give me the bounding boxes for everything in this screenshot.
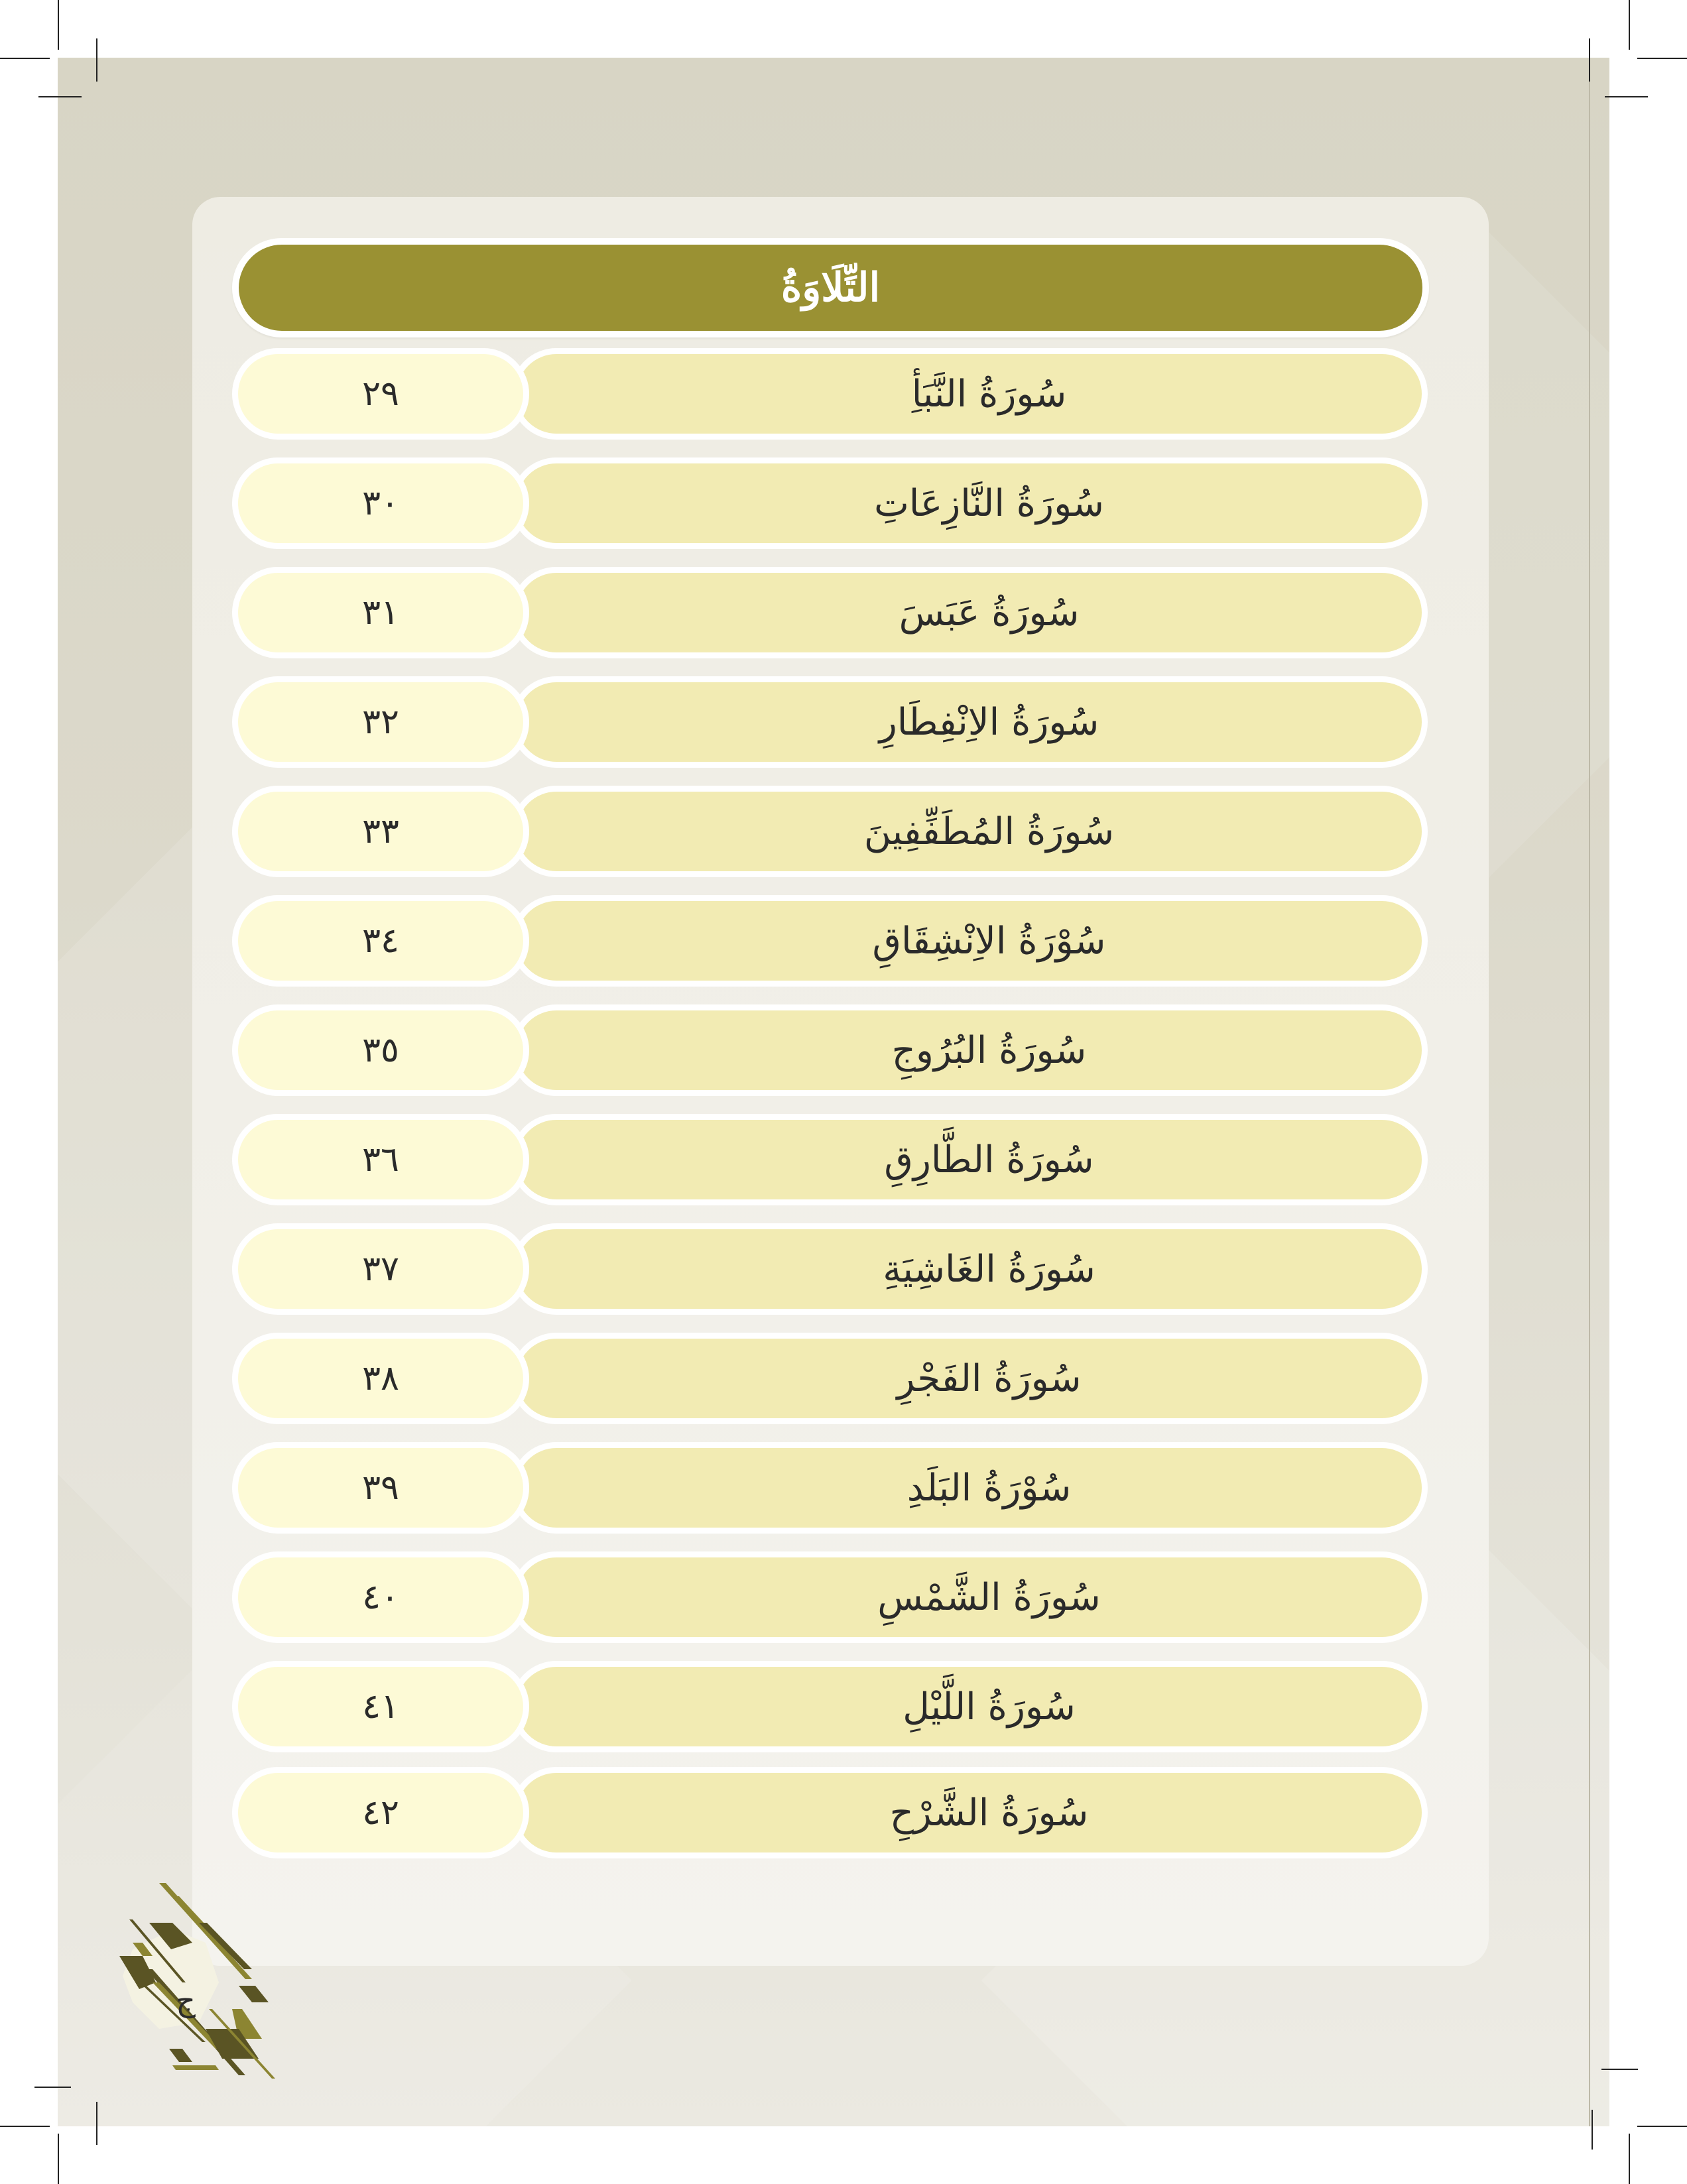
toc-row[interactable] [232,457,1429,549]
page-number-cell [232,895,529,987]
page-number: ٤٢ [362,1793,399,1833]
crop-mark [1601,2069,1638,2070]
crop-mark [1589,38,1590,82]
surah-name: سُورَةُ الاِنْفِطَارِ [879,700,1099,744]
surah-name-cell [511,1767,1428,1858]
surah-name: سُورَةُ اللَّيْلِ [903,1685,1076,1729]
section-title: التِّلَاوَةُ [781,265,881,311]
page-number: ٢٩ [362,374,399,414]
toc-row[interactable] [232,567,1429,658]
surah-name: سُوْرَةُ البَلَدِ [906,1466,1072,1510]
surah-name: سُورَةُ المُطَفِّفِينَ [863,810,1115,853]
page-number-cell [232,1114,529,1205]
crop-mark [34,2087,71,2088]
surah-name-cell [511,1333,1428,1424]
crop-mark [1637,2126,1687,2127]
page-number: ٤٠ [362,1577,399,1617]
page-number: ٣٤ [362,921,399,961]
crop-mark [58,0,59,50]
surah-name-cell [511,895,1428,987]
surah-name: سُورَةُ البُرُوجِ [891,1028,1087,1072]
surah-name-cell [511,1223,1428,1315]
page-number-cell [232,1442,529,1534]
page-number-cell [232,1004,529,1096]
page-number: ٤١ [362,1687,399,1727]
page-number-cell [232,1551,529,1643]
crop-mark [1592,2110,1593,2150]
page-number: ٣٦ [362,1140,399,1180]
toc-row[interactable] [232,1223,1429,1315]
toc-row[interactable] [232,1442,1429,1534]
surah-name: سُورَةُ عَبَسَ [899,591,1080,635]
toc-row[interactable] [232,1767,1429,1858]
surah-name: سُوْرَةُ الاِنْشِقَاقِ [872,919,1106,963]
surah-name: سُورَةُ الشَّمْسِ [877,1575,1101,1619]
crop-mark [0,58,50,59]
page-number: ٣٨ [362,1359,399,1398]
toc-row[interactable] [232,676,1429,768]
surah-name: سُورَةُ الفَجْرِ [897,1357,1082,1400]
surah-name-cell [511,1551,1428,1643]
page-number: ٣٠ [362,483,399,523]
surah-name-cell [511,1661,1428,1752]
crop-mark [96,2102,97,2145]
page-number-cell [232,567,529,658]
surah-name-cell [511,1442,1428,1534]
surah-name-cell [511,567,1428,658]
toc-row[interactable] [232,786,1429,877]
page-number: ٣٩ [362,1468,399,1508]
toc-row[interactable] [232,348,1429,440]
surah-name-cell [511,457,1428,549]
page-number-cell [232,457,529,549]
surah-name: سُورَةُ النَّازِعَاتِ [874,481,1104,525]
surah-name: سُورَةُ الشَّرْحِ [889,1791,1089,1835]
toc-row[interactable] [232,1004,1429,1096]
toc-row[interactable] [232,1333,1429,1424]
crop-mark [1629,2134,1630,2184]
page-number-cell [232,1767,529,1858]
surah-name-cell [511,786,1428,877]
spine-line [1589,58,1590,2126]
page-number-cell [232,1333,529,1424]
surah-name-cell [511,1114,1428,1205]
page-number-cell [232,1223,529,1315]
page-number: ٣٣ [362,812,399,851]
crop-mark [1629,0,1630,50]
toc-row[interactable] [232,1661,1429,1752]
surah-name-cell [511,676,1428,768]
crop-mark [1605,96,1648,97]
page-number-cell [232,1661,529,1752]
page-number: ٣٧ [362,1249,399,1289]
surah-name: سُورَةُ الطَّارِقِ [884,1138,1094,1182]
section-header [232,238,1429,337]
page-number: ٣٥ [362,1030,399,1070]
page-number: ٣١ [362,593,399,633]
toc-panel [192,197,1489,1966]
crop-mark [0,2126,50,2127]
crop-mark [58,2134,59,2184]
surah-name-cell [511,1004,1428,1096]
crop-mark [96,38,97,82]
surah-name-cell [511,348,1428,440]
page-number-cell [232,676,529,768]
page-marker: ج [176,1982,196,2018]
toc-row[interactable] [232,1114,1429,1205]
crop-mark [38,96,82,97]
page-number: ٣٢ [362,702,399,742]
page-number-cell [232,786,529,877]
surah-name: سُورَةُ الغَاشِيَةِ [883,1247,1095,1291]
page-number-cell [232,348,529,440]
toc-row[interactable] [232,1551,1429,1643]
surah-name: سُورَةُ النَّبَأِ [911,372,1067,416]
crop-mark [1637,58,1687,59]
toc-row[interactable] [232,895,1429,987]
